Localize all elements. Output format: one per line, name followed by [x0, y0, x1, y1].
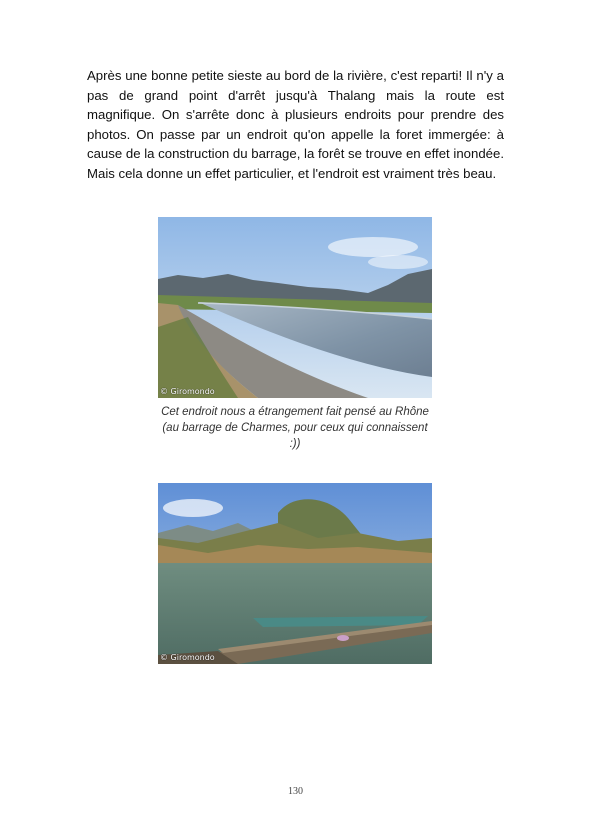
page-number: 130: [288, 786, 303, 797]
photo-credit: © Giromondo: [160, 653, 215, 662]
figure-caption: Cet endroit nous a étrangement fait pensé au Rhône (au barrage de Charmes, pour ceux qui connaissent :)): [161, 406, 429, 450]
river-embankment-photo: [158, 217, 432, 398]
flooded-forest-photo: [158, 483, 432, 664]
body-paragraph: Après une bonne petite sieste au bord de la rivière, c'est reparti! Il n'y a pas de grand point d'arrêt jusqu'à Thalang mais la route est magnifique. On s'arrête donc à plusieurs endroits pour prendre des photos. On passe par un endroit qu'on appelle la foret immergée: à cause de la construction du barrage, la forêt se trouve en effet inondée. Mais cela donne un effet particulier, et l'endroit est vraiment très beau.: [87, 68, 504, 181]
photo-credit: © Giromondo: [160, 387, 215, 396]
